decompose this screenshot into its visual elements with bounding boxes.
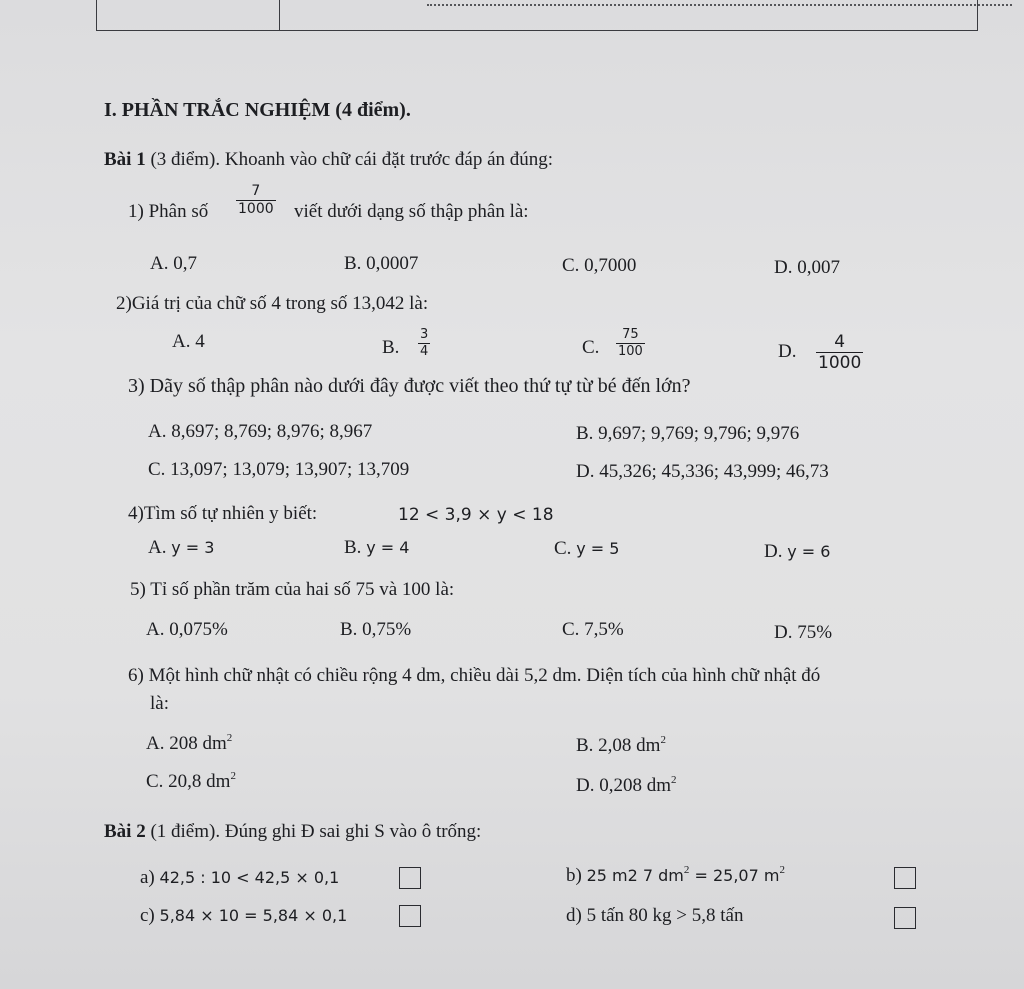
bai1-title: [104, 148, 553, 172]
q1-option-d[interactable]: D. 0,007: [774, 257, 840, 278]
bai2-c-label: c): [140, 905, 155, 926]
q1-frac-num: 7: [251, 183, 261, 199]
q4-text: 4)Tìm số tự nhiên y biết:: [128, 503, 318, 524]
bai2-b-expr-part1: 25 m2 7 dm: [586, 866, 684, 885]
section-title: I. PHẦN TRẮC NGHIỆM (4 điểm).: [104, 99, 411, 121]
bai2-instruction: (1 điểm). Đúng ghi Đ sai ghi S vào ô trống:: [150, 821, 482, 842]
bai2-a-expr: 42,5 : 10 < 42,5 × 0,1: [159, 868, 340, 887]
q1-fraction: [236, 183, 276, 218]
q4-a-label: A.: [148, 537, 167, 558]
bai2-b-label: b): [566, 865, 582, 886]
q2-option-d-label[interactable]: D.: [778, 341, 797, 362]
q5-text: 5) Tỉ số phần trăm của hai số 75 và 100 là:: [130, 579, 455, 600]
q4-d-value: y = 6: [787, 542, 831, 561]
q2-option-c-fraction[interactable]: [616, 327, 645, 360]
q4-b-label: B.: [344, 537, 362, 558]
q1-option-c[interactable]: C. 0,7000: [562, 255, 637, 276]
q4-option-d[interactable]: [764, 540, 830, 564]
q5-option-b[interactable]: B. 0,75%: [340, 619, 412, 640]
q6-d-value: D. 0,208 dm: [576, 775, 671, 796]
q6-option-c[interactable]: [146, 770, 236, 794]
q6-c-sup: 2: [230, 770, 236, 782]
q1-prefix: 1) Phân số: [128, 201, 209, 222]
q3-option-c[interactable]: C. 13,097; 13,079; 13,907; 13,709: [148, 459, 410, 480]
q4-option-c[interactable]: [554, 537, 619, 561]
q1-option-a[interactable]: A. 0,7: [150, 253, 197, 274]
q4-c-label: C.: [554, 538, 572, 559]
q2-b-den: 4: [420, 344, 429, 359]
q6-a-value: A. 208 dm: [146, 733, 227, 754]
bai2-b-sup2: 2: [779, 864, 785, 876]
q6-option-a[interactable]: [146, 732, 232, 756]
q5-option-d[interactable]: D. 75%: [774, 622, 833, 643]
q2-b-num: 3: [420, 327, 429, 342]
dotted-line: [427, 4, 1012, 6]
q6-c-value: C. 20,8 dm: [146, 771, 231, 792]
header-table-fragment: [96, 0, 978, 31]
bai2-b-sup1: 2: [683, 864, 690, 876]
q2-option-b-fraction[interactable]: [418, 327, 430, 360]
q4-a-value: y = 3: [171, 538, 215, 557]
bai2-b-expr-part2: = 25,07 m: [689, 866, 780, 885]
bai2-b-answer-box[interactable]: [894, 867, 916, 889]
q3-option-d[interactable]: D. 45,326; 45,336; 43,999; 46,73: [576, 461, 829, 482]
bai2-item-d: [566, 904, 743, 928]
bai2-label: Bài 2: [104, 821, 146, 842]
q4-d-label: D.: [764, 541, 783, 562]
q2-d-den: 1000: [818, 353, 862, 373]
q2-option-d-fraction[interactable]: [816, 332, 863, 373]
q2-option-c-label[interactable]: C.: [582, 337, 600, 358]
q2-c-den: 100: [618, 344, 643, 359]
q5-option-c[interactable]: C. 7,5%: [562, 619, 624, 640]
q3-option-b[interactable]: B. 9,697; 9,769; 9,796; 9,976: [576, 423, 800, 444]
q2-c-num: 75: [622, 327, 639, 342]
q2-option-b-label[interactable]: B.: [382, 337, 400, 358]
q2-d-num: 4: [834, 332, 846, 352]
bai2-item-c: [140, 904, 347, 928]
bai2-item-a: [140, 866, 339, 890]
bai1-label: Bài 1: [104, 149, 146, 170]
q6-text: 6) Một hình chữ nhật có chiều rộng 4 dm, chiều dài 5,2 dm. Diện tích của hình chữ nhật đó: [128, 665, 821, 686]
q4-option-b[interactable]: [344, 536, 409, 560]
q2-option-a[interactable]: A. 4: [172, 331, 205, 352]
q4-c-value: y = 5: [576, 539, 620, 558]
q6-option-b[interactable]: [576, 734, 666, 758]
q6-option-d[interactable]: [576, 774, 677, 798]
q2-text: 2)Giá trị của chữ số 4 trong số 13,042 là:: [116, 293, 429, 314]
bai2-c-expr: 5,84 × 10 = 5,84 × 0,1: [159, 906, 348, 925]
q4-option-a[interactable]: [148, 536, 214, 560]
bai2-a-label: a): [140, 867, 155, 888]
q6-b-value: B. 2,08 dm: [576, 735, 661, 756]
bai1-instruction: (3 điểm). Khoanh vào chữ cái đặt trước đáp án đúng:: [150, 149, 554, 170]
bai2-d-answer-box[interactable]: [894, 907, 916, 929]
q6-b-sup: 2: [660, 734, 666, 746]
q3-option-a[interactable]: A. 8,697; 8,769; 8,976; 8,967: [148, 421, 373, 442]
table-divider: [279, 0, 280, 30]
bai2-c-answer-box[interactable]: [399, 905, 421, 927]
bai2-a-answer-box[interactable]: [399, 867, 421, 889]
q1-option-b[interactable]: B. 0,0007: [344, 253, 419, 274]
bai2-title: [104, 820, 481, 844]
q6-d-sup: 2: [671, 774, 677, 786]
q6-a-sup: 2: [226, 732, 233, 744]
bai2-item-b: [566, 864, 785, 888]
q1-suffix: viết dưới dạng số thập phân là:: [294, 201, 529, 222]
bai2-d-expr: 5 tấn 80 kg > 5,8 tấn: [586, 905, 744, 926]
q3-text: 3) Dãy số thập phân nào dưới đây được viết theo thứ tự từ bé đến lớn?: [128, 375, 691, 397]
q4-b-value: y = 4: [366, 538, 410, 557]
q5-option-a[interactable]: A. 0,075%: [146, 619, 228, 640]
q6-text-continued: là:: [150, 693, 169, 714]
q4-expression: 12 < 3,9 × y < 18: [398, 505, 554, 525]
bai2-d-label: d): [566, 905, 582, 926]
q1-frac-den: 1000: [238, 201, 274, 217]
